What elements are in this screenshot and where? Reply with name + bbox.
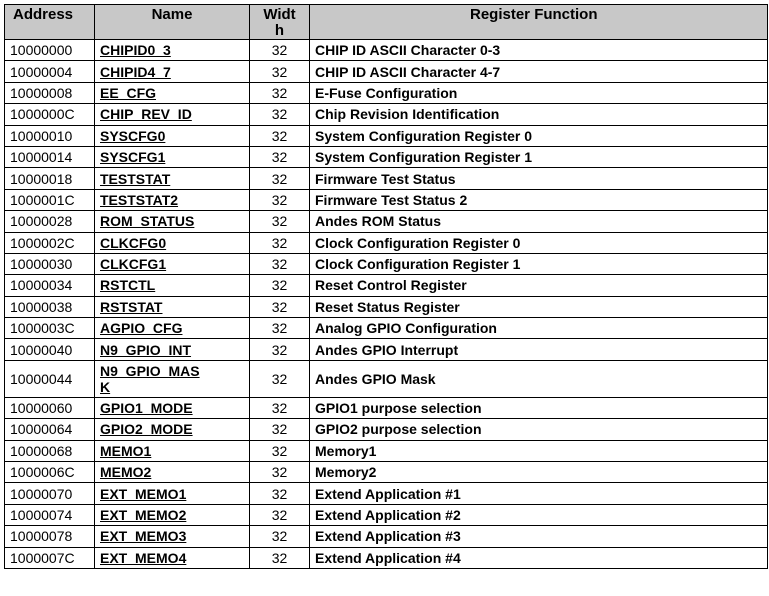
table-row: [5, 253, 768, 274]
header-function: Register Function: [310, 5, 768, 40]
register-name-link[interactable]: CHIPID0_3: [95, 40, 250, 61]
row-width: 32: [250, 40, 310, 61]
row-address: 10000030: [5, 253, 95, 274]
row-function: Extend Application #2: [310, 504, 768, 525]
row-address: 10000060: [5, 397, 95, 418]
header-address: Address: [5, 5, 95, 40]
register-name-link[interactable]: CHIPID4_7: [95, 61, 250, 82]
table-row: [5, 61, 768, 82]
row-width: 32: [250, 125, 310, 146]
row-address: 10000014: [5, 146, 95, 167]
register-name-link[interactable]: CLKCFG0: [95, 232, 250, 253]
row-function: GPIO2 purpose selection: [310, 419, 768, 440]
row-function: Extend Application #3: [310, 526, 768, 547]
row-width: 32: [250, 232, 310, 253]
row-address: 10000000: [5, 40, 95, 61]
header-width-line2: h: [274, 22, 285, 39]
row-width: 32: [250, 318, 310, 339]
row-address: 10000064: [5, 419, 95, 440]
row-width: 32: [250, 419, 310, 440]
row-address: 1000002C: [5, 232, 95, 253]
row-address: 1000003C: [5, 318, 95, 339]
row-width: 32: [250, 547, 310, 568]
table-row: [5, 146, 768, 167]
register-name-link[interactable]: RSTCTL: [95, 275, 250, 296]
row-function: Extend Application #1: [310, 483, 768, 504]
table-row: [5, 211, 768, 232]
register-name-link[interactable]: GPIO1_MODE: [95, 397, 250, 418]
header-name: Name: [95, 5, 250, 40]
register-name-link[interactable]: N9_GPIO_INT: [95, 339, 250, 360]
row-address: 1000001C: [5, 189, 95, 210]
row-function: Firmware Test Status: [310, 168, 768, 189]
register-name-link[interactable]: SYSCFG0: [95, 125, 250, 146]
row-function: Reset Status Register: [310, 296, 768, 317]
table-row: [5, 318, 768, 339]
row-width: 32: [250, 360, 310, 397]
row-function: Chip Revision Identification: [310, 104, 768, 125]
row-address: 10000044: [5, 360, 95, 397]
row-width: 32: [250, 483, 310, 504]
register-name-link[interactable]: GPIO2_MODE: [95, 419, 250, 440]
row-width: 32: [250, 253, 310, 274]
register-name-line1: N9_GPIO_MAS: [100, 362, 200, 379]
row-function: Reset Control Register: [310, 275, 768, 296]
table-row: [5, 339, 768, 360]
register-name-link[interactable]: EXT_MEMO3: [95, 526, 250, 547]
row-function: Memory2: [310, 462, 768, 483]
table-row: [5, 397, 768, 418]
row-width: 32: [250, 211, 310, 232]
register-table: [4, 4, 768, 569]
register-name-link[interactable]: [95, 360, 250, 397]
row-function: Memory1: [310, 440, 768, 461]
table-row: [5, 189, 768, 210]
register-name-link[interactable]: MEMO2: [95, 462, 250, 483]
row-function: Firmware Test Status 2: [310, 189, 768, 210]
row-width: 32: [250, 526, 310, 547]
register-name-link[interactable]: EXT_MEMO4: [95, 547, 250, 568]
register-name-link[interactable]: AGPIO_CFG: [95, 318, 250, 339]
row-width: 32: [250, 168, 310, 189]
row-width: 32: [250, 397, 310, 418]
table-row: [5, 40, 768, 61]
table-row: [5, 168, 768, 189]
row-address: 10000074: [5, 504, 95, 525]
row-function: Andes GPIO Interrupt: [310, 339, 768, 360]
register-name-link[interactable]: RSTSTAT: [95, 296, 250, 317]
table-row: [5, 125, 768, 146]
row-address: 1000007C: [5, 547, 95, 568]
row-function: Clock Configuration Register 0: [310, 232, 768, 253]
register-name-link[interactable]: CLKCFG1: [95, 253, 250, 274]
row-function: Andes ROM Status: [310, 211, 768, 232]
row-width: 32: [250, 104, 310, 125]
row-function: Analog GPIO Configuration: [310, 318, 768, 339]
row-function: System Configuration Register 1: [310, 146, 768, 167]
row-width: 32: [250, 296, 310, 317]
row-width: 32: [250, 146, 310, 167]
row-function: Clock Configuration Register 1: [310, 253, 768, 274]
register-name-link[interactable]: EXT_MEMO1: [95, 483, 250, 504]
row-width: 32: [250, 440, 310, 461]
row-address: 10000028: [5, 211, 95, 232]
table-row: [5, 296, 768, 317]
register-name-link[interactable]: TESTSTAT2: [95, 189, 250, 210]
row-function: CHIP ID ASCII Character 0-3: [310, 40, 768, 61]
register-name-link[interactable]: EE_CFG: [95, 82, 250, 103]
row-address: 1000000C: [5, 104, 95, 125]
row-function: System Configuration Register 0: [310, 125, 768, 146]
row-width: 32: [250, 462, 310, 483]
row-address: 10000078: [5, 526, 95, 547]
table-row: [5, 483, 768, 504]
table-row: [5, 504, 768, 525]
row-width: 32: [250, 275, 310, 296]
row-address: 10000004: [5, 61, 95, 82]
table-row: [5, 462, 768, 483]
row-address: 10000070: [5, 483, 95, 504]
header-row: [5, 5, 768, 40]
table-row: [5, 232, 768, 253]
table-row: [5, 419, 768, 440]
row-address: 10000040: [5, 339, 95, 360]
row-function: CHIP ID ASCII Character 4-7: [310, 61, 768, 82]
row-function: GPIO1 purpose selection: [310, 397, 768, 418]
row-address: 10000008: [5, 82, 95, 103]
table-row: [5, 82, 768, 103]
register-name-link[interactable]: MEMO1: [95, 440, 250, 461]
header-width: [250, 5, 310, 40]
table-row: [5, 275, 768, 296]
row-width: 32: [250, 189, 310, 210]
register-name-line2: K: [100, 378, 111, 395]
register-name-link[interactable]: TESTSTAT: [95, 168, 250, 189]
header-width-line1: Widt: [263, 6, 296, 23]
row-address: 10000068: [5, 440, 95, 461]
register-name-link[interactable]: SYSCFG1: [95, 146, 250, 167]
row-function: Extend Application #4: [310, 547, 768, 568]
table-row: [5, 440, 768, 461]
table-row: [5, 360, 768, 397]
row-width: 32: [250, 82, 310, 103]
row-function: Andes GPIO Mask: [310, 360, 768, 397]
row-address: 10000010: [5, 125, 95, 146]
row-address: 10000034: [5, 275, 95, 296]
register-name-link[interactable]: CHIP_REV_ID: [95, 104, 250, 125]
row-address: 1000006C: [5, 462, 95, 483]
table-row: [5, 104, 768, 125]
table-row: [5, 547, 768, 568]
register-name-link[interactable]: EXT_MEMO2: [95, 504, 250, 525]
row-function: E-Fuse Configuration: [310, 82, 768, 103]
register-name-link[interactable]: ROM_STATUS: [95, 211, 250, 232]
table-row: [5, 526, 768, 547]
row-address: 10000018: [5, 168, 95, 189]
row-width: 32: [250, 339, 310, 360]
row-width: 32: [250, 504, 310, 525]
row-width: 32: [250, 61, 310, 82]
row-address: 10000038: [5, 296, 95, 317]
